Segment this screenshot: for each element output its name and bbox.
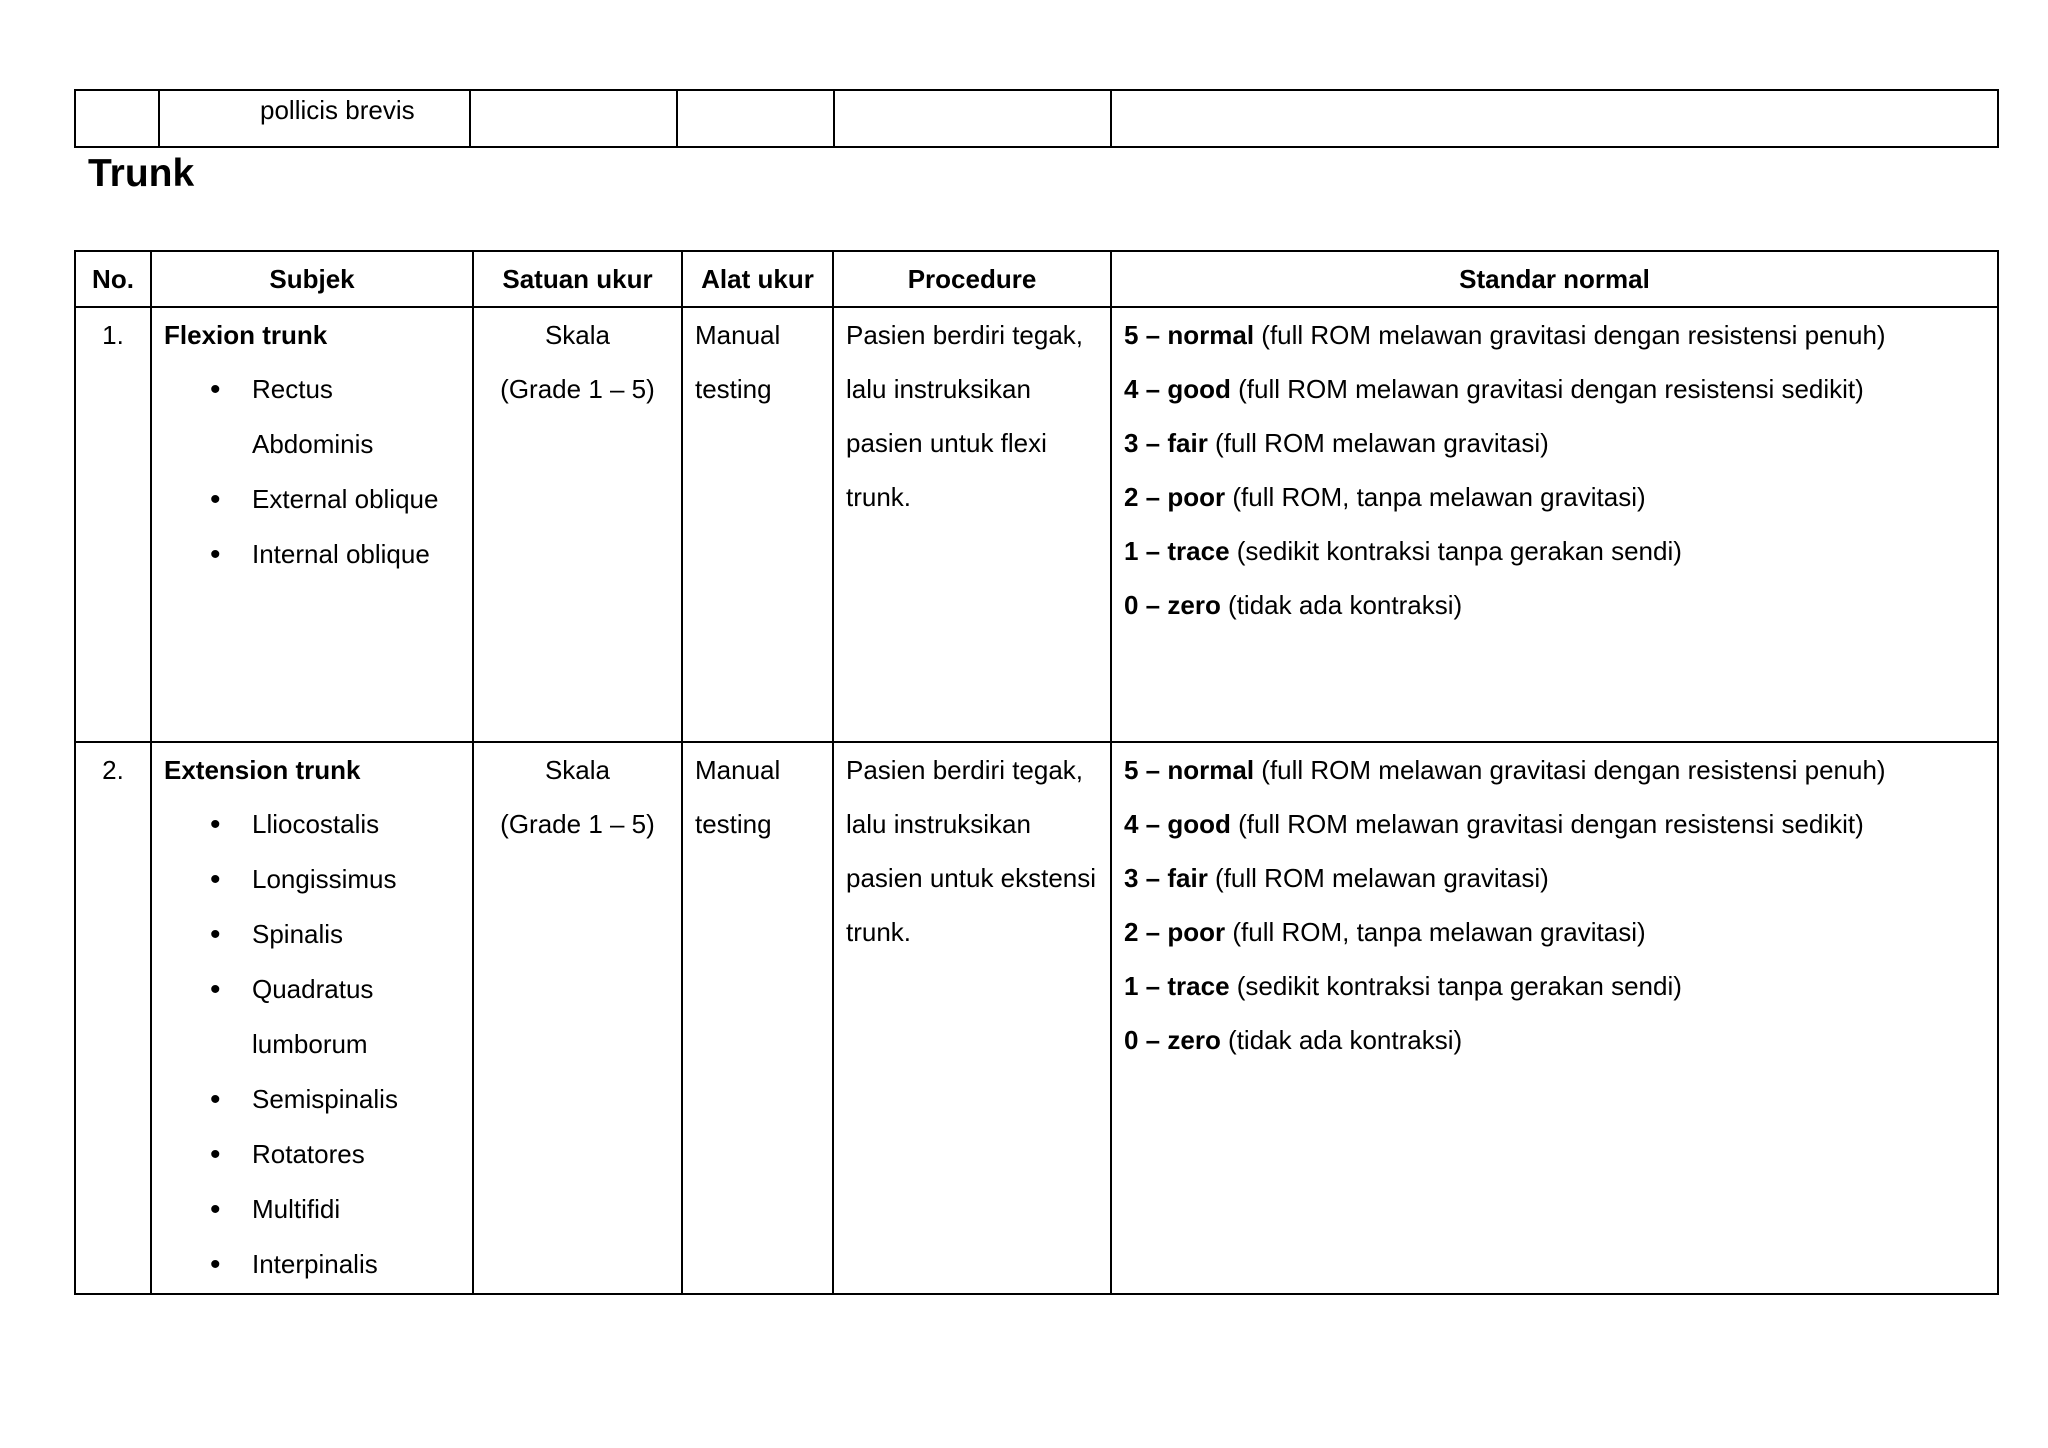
grade-label: 3 – fair	[1124, 863, 1208, 893]
tool-line: testing	[695, 809, 772, 839]
subject-cell	[151, 742, 473, 1294]
list-item	[252, 1237, 460, 1292]
grade-description: (tidak ada kontraksi)	[1220, 590, 1463, 620]
unit-scale: Skala	[544, 755, 611, 785]
procedure-cell	[833, 307, 1111, 742]
standard-line	[1124, 308, 1985, 362]
header-procedure: Procedure	[833, 251, 1111, 307]
muscle-list	[164, 362, 460, 582]
muscle-name: • Quadratus lumborum	[252, 974, 374, 1059]
grade-label: 5 – normal	[1124, 320, 1255, 350]
list-item	[252, 797, 460, 852]
list-item	[252, 1127, 460, 1182]
grade-label: 2 – poor	[1124, 917, 1226, 947]
standard-line	[1124, 743, 1985, 797]
grade-label: 0 – zero	[1124, 1025, 1221, 1055]
grade-description: (full ROM, tanpa melawan gravitasi)	[1225, 482, 1646, 512]
list-item	[252, 962, 460, 1072]
previous-table-fragment	[74, 89, 1999, 148]
standard-line	[1124, 851, 1985, 905]
unit-grade: (Grade 1 – 5)	[500, 809, 655, 839]
list-item	[252, 472, 460, 527]
procedure-cell	[833, 742, 1111, 1294]
header-subject: Subjek	[151, 251, 473, 307]
list-item	[252, 362, 460, 472]
subject-title: Extension trunk	[164, 755, 361, 785]
unit-scale: Skala	[544, 320, 611, 350]
standard-line	[1124, 1013, 1985, 1067]
muscle-name: • Rectus Abdominis	[252, 374, 374, 459]
list-item	[252, 527, 460, 582]
row-number: 2.	[75, 742, 151, 1294]
unit-cell	[473, 307, 682, 742]
table-row	[75, 307, 1998, 742]
tool-line: Manual	[695, 755, 781, 785]
table-row	[75, 90, 1998, 147]
table-header-row	[75, 251, 1998, 307]
section-title: Trunk	[88, 152, 195, 195]
unit-cell	[473, 742, 682, 1294]
grade-label: 3 – fair	[1124, 428, 1208, 458]
table-body	[75, 307, 1998, 1294]
standard-line	[1124, 959, 1985, 1013]
tool-line: Manual	[695, 320, 781, 350]
grade-description: (sedikit kontraksi tanpa gerakan sendi)	[1229, 971, 1682, 1001]
grade-description: (full ROM melawan gravitasi dengan resistensi penuh)	[1254, 320, 1886, 350]
standard-line	[1124, 578, 1985, 632]
header-standard: Standar normal	[1111, 251, 1998, 307]
muscle-name: • Longissimus	[252, 864, 397, 894]
grade-label: 2 – poor	[1124, 482, 1226, 512]
grade-description: (full ROM melawan gravitasi)	[1207, 428, 1549, 458]
muscle-name: • Internal oblique	[252, 539, 430, 569]
header-no: No.	[75, 251, 151, 307]
muscle-name: • External oblique	[252, 484, 439, 514]
muscle-name: • Spinalis	[252, 919, 344, 949]
grade-label: 1 – trace	[1124, 536, 1230, 566]
standard-line	[1124, 362, 1985, 416]
prev-no-cell	[75, 90, 159, 147]
grade-description: (full ROM melawan gravitasi dengan resistensi sedikit)	[1230, 809, 1864, 839]
header-unit: Satuan ukur	[473, 251, 682, 307]
trunk-table	[74, 250, 1999, 1295]
grade-description: (full ROM melawan gravitasi)	[1207, 863, 1549, 893]
prev-standard-cell	[1111, 90, 1998, 147]
prev-unit-cell	[470, 90, 677, 147]
tool-line: testing	[695, 374, 772, 404]
tool-cell	[682, 307, 833, 742]
grade-label: 1 – trace	[1124, 971, 1230, 1001]
standard-line	[1124, 416, 1985, 470]
muscle-name: • Multifidi	[252, 1194, 341, 1224]
grade-description: (full ROM melawan gravitasi dengan resistensi sedikit)	[1230, 374, 1864, 404]
subject-title: Flexion trunk	[164, 320, 328, 350]
table-row	[75, 742, 1998, 1294]
row-number: 1.	[75, 307, 151, 742]
muscle-name: • Rotatores	[252, 1139, 365, 1169]
standard-cell	[1111, 307, 1998, 742]
prev-tool-cell	[677, 90, 834, 147]
prev-procedure-cell	[834, 90, 1111, 147]
grade-label: 5 – normal	[1124, 755, 1255, 785]
grade-description: (sedikit kontraksi tanpa gerakan sendi)	[1229, 536, 1682, 566]
grade-description: (full ROM melawan gravitasi dengan resistensi penuh)	[1254, 755, 1886, 785]
standard-line	[1124, 470, 1985, 524]
procedure-text: Pasien berdiri tegak, lalu instruksikan pasien untuk ekstensi trunk.	[846, 755, 1097, 947]
grade-description: (tidak ada kontraksi)	[1220, 1025, 1463, 1055]
grade-description: (full ROM, tanpa melawan gravitasi)	[1225, 917, 1646, 947]
grade-label: 4 – good	[1124, 374, 1231, 404]
prev-subject-cell: pollicis brevis	[159, 90, 470, 147]
grade-label: 0 – zero	[1124, 590, 1221, 620]
standard-cell	[1111, 742, 1998, 1294]
header-tool: Alat ukur	[682, 251, 833, 307]
muscle-name: • Semispinalis	[252, 1084, 398, 1114]
list-item	[252, 852, 460, 907]
list-item	[252, 1182, 460, 1237]
muscle-name: • Lliocostalis	[252, 809, 380, 839]
muscle-name: • Interpinalis	[252, 1249, 378, 1279]
standard-line	[1124, 524, 1985, 578]
standard-line	[1124, 797, 1985, 851]
grade-label: 4 – good	[1124, 809, 1231, 839]
list-item	[252, 1072, 460, 1127]
unit-grade: (Grade 1 – 5)	[500, 374, 655, 404]
subject-cell	[151, 307, 473, 742]
standard-line	[1124, 905, 1985, 959]
procedure-text: Pasien berdiri tegak, lalu instruksikan pasien untuk flexi trunk.	[846, 320, 1084, 512]
list-item	[252, 907, 460, 962]
muscle-list	[164, 797, 460, 1292]
tool-cell	[682, 742, 833, 1294]
